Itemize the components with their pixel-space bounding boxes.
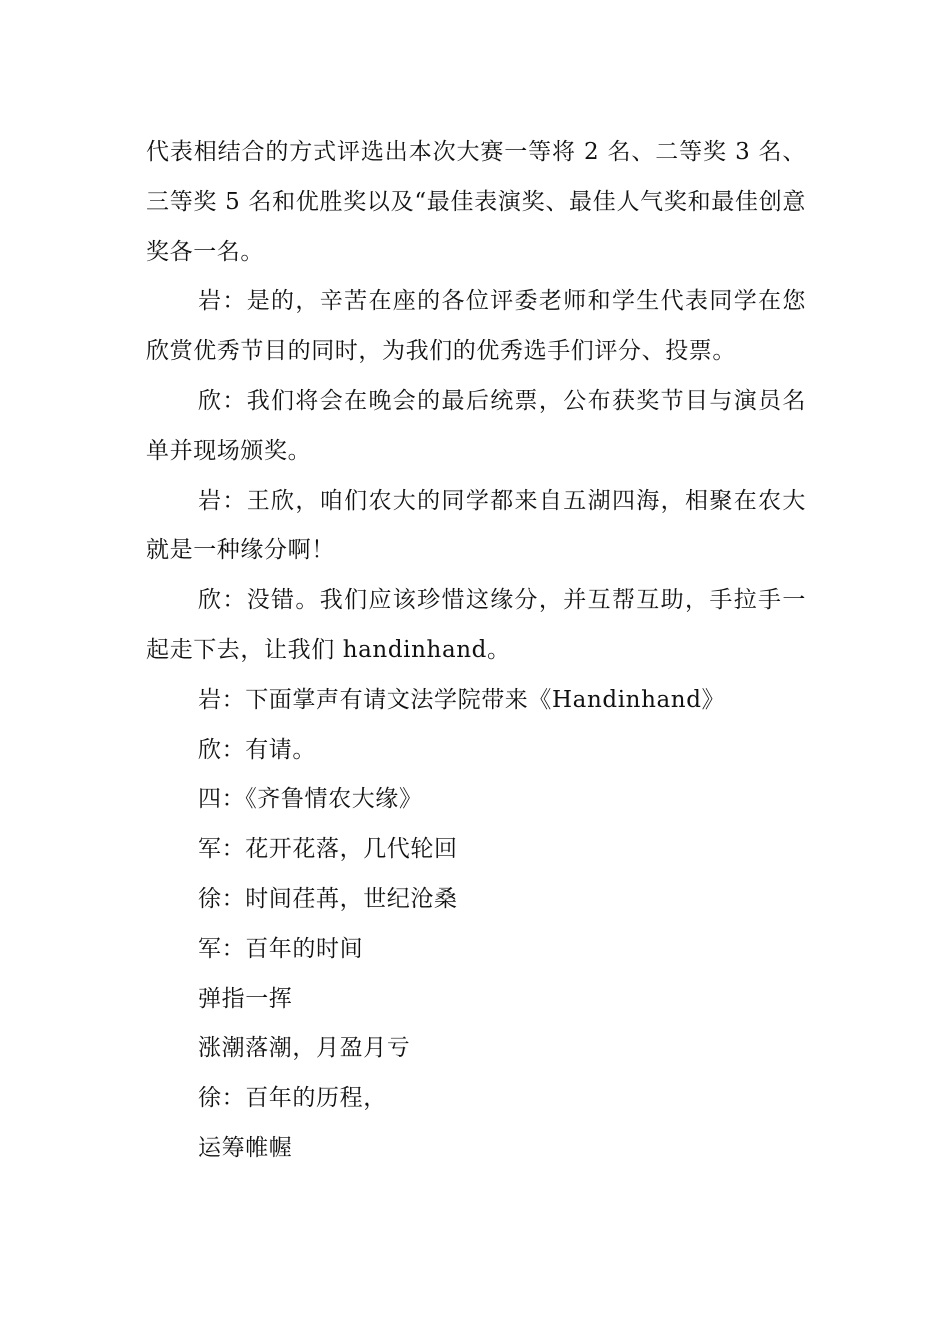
paragraph-3: 欣：我们将会在晚会的最后统票，公布获奖节目与演员名单并现场颁奖。	[146, 387, 806, 464]
document-body	[146, 128, 806, 1174]
paragraph-7: 欣：有请。	[198, 736, 316, 763]
paragraph-1: 代表相结合的方式评选出本次大赛一等将 2 名、二等奖 3 名、三等奖 5 名和优胜奖以及“最佳表演奖、最佳人气奖和最佳创意奖各一名。	[146, 139, 806, 265]
paragraph-4: 岩：王欣，咱们农大的同学都来自五湖四海，相聚在农大就是一种缘分啊！	[146, 487, 806, 564]
paragraph-5: 欣：没错。我们应该珍惜这缘分，并互帮互助，手拉手一起走下去，让我们 handinhand。	[146, 587, 806, 663]
paragraph-14: 徐：百年的历程，	[198, 1085, 387, 1112]
paragraph-8: 四：《齐鲁情农大缘》	[198, 786, 423, 813]
paragraph-9: 军：花开花落，几代轮回	[198, 836, 458, 863]
paragraph-12: 弹指一挥	[198, 985, 293, 1012]
paragraph-6: 岩：下面掌声有请文法学院带来《Handinhand》	[198, 686, 726, 713]
paragraph-13: 涨潮落潮，月盈月亏	[198, 1035, 411, 1062]
paragraph-10: 徐：时间荏苒，世纪沧桑	[198, 885, 458, 912]
paragraph-15: 运筹帷幄	[198, 1134, 293, 1161]
paragraph-2: 岩：是的，辛苦在座的各位评委老师和学生代表同学在您欣赏优秀节目的同时，为我们的优秀选手们评分、投票。	[146, 288, 806, 365]
paragraph-11: 军：百年的时间	[198, 935, 364, 962]
